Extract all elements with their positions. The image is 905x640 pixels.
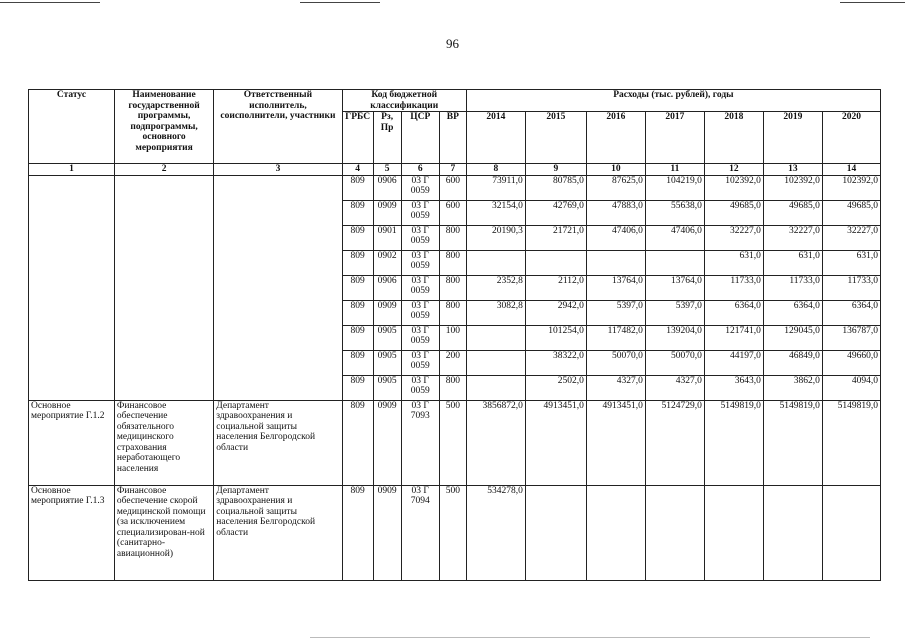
grbs-cell: 809 [342, 400, 373, 485]
table-row [29, 300, 881, 325]
header-year: 2020 [822, 112, 880, 164]
csr-cell: 03 Г 0059 [401, 350, 439, 375]
expense-cell: 534278,0 [466, 485, 525, 580]
table-row [29, 250, 881, 275]
rzpr-cell: 0902 [373, 250, 401, 275]
expense-cell: 49685,0 [822, 200, 880, 225]
table-row [29, 200, 881, 225]
name-cell: Финансовое обеспечение скорой медицинской помощи (за исключением специализирован-ной (санитарно-авиационной) [114, 485, 213, 580]
rzpr-cell: 0906 [373, 175, 401, 200]
name-cell [114, 350, 213, 375]
expense-cell: 44197,0 [704, 350, 763, 375]
csr-cell: 03 Г 7094 [401, 485, 439, 580]
responsible-cell: Департамент здравоохранения и социальной защиты населения Белгородской области [214, 400, 342, 485]
expense-cell: 73911,0 [466, 175, 525, 200]
expense-cell: 87625,0 [586, 175, 645, 200]
expense-cell: 4913451,0 [525, 400, 586, 485]
header-vr: ВР [439, 112, 466, 164]
rzpr-cell: 0909 [373, 485, 401, 580]
expense-cell: 20190,3 [466, 225, 525, 250]
expense-cell: 47883,0 [586, 200, 645, 225]
expense-cell: 4094,0 [822, 375, 880, 400]
expense-cell: 46849,0 [763, 350, 822, 375]
table-row [29, 375, 881, 400]
name-cell [114, 300, 213, 325]
responsible-cell: Департамент здравоохранения и социальной защиты населения Белгородской области [214, 485, 342, 580]
column-number: 1 [29, 164, 115, 176]
grbs-cell: 809 [342, 375, 373, 400]
name-cell [114, 325, 213, 350]
rzpr-cell: 0909 [373, 400, 401, 485]
expense-cell: 2942,0 [525, 300, 586, 325]
expense-cell: 136787,0 [822, 325, 880, 350]
name-cell [114, 375, 213, 400]
status-cell: Основное мероприятие Г.1.3 [29, 485, 115, 580]
expense-cell: 32227,0 [822, 225, 880, 250]
status-cell [29, 375, 115, 400]
column-number: 7 [439, 164, 466, 176]
header-year: 2015 [525, 112, 586, 164]
name-cell [114, 225, 213, 250]
activity-row [29, 485, 881, 580]
status-cell [29, 350, 115, 375]
expense-cell: 121741,0 [704, 325, 763, 350]
budget-table [28, 89, 881, 581]
table-row [29, 275, 881, 300]
expense-cell: 11733,0 [822, 275, 880, 300]
expense-cell: 2352,8 [466, 275, 525, 300]
scan-artifact-line [840, 2, 905, 3]
expense-cell: 32227,0 [704, 225, 763, 250]
expense-cell: 13764,0 [586, 275, 645, 300]
rzpr-cell: 0906 [373, 275, 401, 300]
table-row [29, 325, 881, 350]
header-year: 2016 [586, 112, 645, 164]
vr-cell: 500 [439, 485, 466, 580]
responsible-cell [214, 275, 342, 300]
grbs-cell: 809 [342, 350, 373, 375]
expense-cell: 102392,0 [704, 175, 763, 200]
expense-cell: 4913451,0 [586, 400, 645, 485]
header-grbs: ГРБС [342, 112, 373, 164]
expense-cell [466, 350, 525, 375]
column-number: 5 [373, 164, 401, 176]
header-budget-code: Код бюджетной классификации [342, 90, 466, 112]
expense-cell: 47406,0 [645, 225, 704, 250]
expense-cell: 4327,0 [586, 375, 645, 400]
expense-cell: 32154,0 [466, 200, 525, 225]
name-cell [114, 200, 213, 225]
rzpr-cell: 0909 [373, 200, 401, 225]
expense-cell: 49660,0 [822, 350, 880, 375]
expense-cell: 5149819,0 [763, 400, 822, 485]
expense-cell: 6364,0 [704, 300, 763, 325]
expense-cell [586, 250, 645, 275]
grbs-cell: 809 [342, 250, 373, 275]
expense-cell [822, 485, 880, 580]
expense-cell: 5397,0 [586, 300, 645, 325]
status-cell [29, 275, 115, 300]
expense-cell: 13764,0 [645, 275, 704, 300]
column-number: 13 [763, 164, 822, 176]
csr-cell: 03 Г 0059 [401, 225, 439, 250]
activity-row [29, 400, 881, 485]
column-number: 14 [822, 164, 880, 176]
rzpr-cell: 0909 [373, 300, 401, 325]
expense-cell: 631,0 [822, 250, 880, 275]
vr-cell: 800 [439, 225, 466, 250]
expense-cell [645, 485, 704, 580]
rzpr-cell: 0901 [373, 225, 401, 250]
name-cell: Финансовое обеспечение обязательного медицинского страхования неработающего населения [114, 400, 213, 485]
status-cell: Основное мероприятие Г.1.2 [29, 400, 115, 485]
expense-cell: 49685,0 [763, 200, 822, 225]
expense-cell: 6364,0 [763, 300, 822, 325]
scan-artifact-line [310, 637, 870, 638]
status-cell [29, 325, 115, 350]
csr-cell: 03 Г 0059 [401, 200, 439, 225]
csr-cell: 03 Г 0059 [401, 175, 439, 200]
header-responsible: Ответственный исполнитель, соисполнители, участники [214, 90, 342, 164]
rzpr-cell: 0905 [373, 325, 401, 350]
expense-cell: 631,0 [704, 250, 763, 275]
responsible-cell [214, 175, 342, 200]
header-year: 2018 [704, 112, 763, 164]
expense-cell: 80785,0 [525, 175, 586, 200]
expense-cell: 5149819,0 [704, 400, 763, 485]
column-number-row [29, 164, 881, 176]
expense-cell: 3082,8 [466, 300, 525, 325]
expense-cell: 2502,0 [525, 375, 586, 400]
csr-cell: 03 Г 7093 [401, 400, 439, 485]
table-row [29, 350, 881, 375]
expense-cell: 50070,0 [586, 350, 645, 375]
name-cell [114, 250, 213, 275]
expense-cell: 101254,0 [525, 325, 586, 350]
status-cell [29, 200, 115, 225]
table-row [29, 225, 881, 250]
grbs-cell: 809 [342, 325, 373, 350]
vr-cell: 600 [439, 200, 466, 225]
vr-cell: 800 [439, 275, 466, 300]
expense-cell: 11733,0 [763, 275, 822, 300]
header-name: Наименование государственной программы, подпрограммы, основного мероприятия [114, 90, 213, 164]
header-year: 2019 [763, 112, 822, 164]
table-row [29, 175, 881, 200]
responsible-cell [214, 225, 342, 250]
expense-cell: 5149819,0 [822, 400, 880, 485]
expense-cell [586, 485, 645, 580]
vr-cell: 800 [439, 375, 466, 400]
expense-cell [466, 325, 525, 350]
page-number: 96 [446, 36, 459, 51]
vr-cell: 100 [439, 325, 466, 350]
column-number: 4 [342, 164, 373, 176]
grbs-cell: 809 [342, 300, 373, 325]
rzpr-cell: 0905 [373, 375, 401, 400]
csr-cell: 03 Г 0059 [401, 275, 439, 300]
expense-cell: 38322,0 [525, 350, 586, 375]
grbs-cell: 809 [342, 225, 373, 250]
expense-cell [525, 485, 586, 580]
vr-cell: 600 [439, 175, 466, 200]
expense-cell [466, 375, 525, 400]
vr-cell: 200 [439, 350, 466, 375]
status-cell [29, 300, 115, 325]
expense-cell [763, 485, 822, 580]
expense-cell [466, 250, 525, 275]
expense-cell [525, 250, 586, 275]
column-number: 10 [586, 164, 645, 176]
status-cell [29, 225, 115, 250]
header-row [29, 90, 881, 112]
expense-cell: 104219,0 [645, 175, 704, 200]
expense-cell: 49685,0 [704, 200, 763, 225]
grbs-cell: 809 [342, 175, 373, 200]
expense-cell: 47406,0 [586, 225, 645, 250]
name-cell [114, 275, 213, 300]
column-number: 6 [401, 164, 439, 176]
expense-cell: 102392,0 [763, 175, 822, 200]
expense-cell: 55638,0 [645, 200, 704, 225]
responsible-cell [214, 200, 342, 225]
csr-cell: 03 Г 0059 [401, 325, 439, 350]
csr-cell: 03 Г 0059 [401, 250, 439, 275]
rzpr-cell: 0905 [373, 350, 401, 375]
responsible-cell [214, 250, 342, 275]
responsible-cell [214, 350, 342, 375]
status-cell [29, 250, 115, 275]
expense-cell: 3643,0 [704, 375, 763, 400]
header-year: 2014 [466, 112, 525, 164]
expense-cell: 102392,0 [822, 175, 880, 200]
expense-cell: 5124729,0 [645, 400, 704, 485]
name-cell [114, 175, 213, 200]
header-expenses: Расходы (тыс. рублей), годы [466, 90, 880, 112]
expense-cell: 6364,0 [822, 300, 880, 325]
grbs-cell: 809 [342, 200, 373, 225]
grbs-cell: 809 [342, 275, 373, 300]
column-number: 8 [466, 164, 525, 176]
column-number: 12 [704, 164, 763, 176]
vr-cell: 800 [439, 300, 466, 325]
scan-artifact-line [300, 2, 380, 3]
grbs-cell: 809 [342, 485, 373, 580]
header-year: 2017 [645, 112, 704, 164]
expense-cell: 2112,0 [525, 275, 586, 300]
expense-cell: 32227,0 [763, 225, 822, 250]
expense-cell: 21721,0 [525, 225, 586, 250]
expense-cell: 11733,0 [704, 275, 763, 300]
expense-cell [704, 485, 763, 580]
csr-cell: 03 Г 0059 [401, 300, 439, 325]
expense-cell: 50070,0 [645, 350, 704, 375]
responsible-cell [214, 300, 342, 325]
vr-cell: 800 [439, 250, 466, 275]
header-csr: ЦСР [401, 112, 439, 164]
column-number: 11 [645, 164, 704, 176]
header-rzpr: Рз, Пр [373, 112, 401, 164]
expense-cell: 129045,0 [763, 325, 822, 350]
header-status: Статус [29, 90, 115, 164]
status-cell [29, 175, 115, 200]
scan-artifact-line [0, 2, 100, 3]
expense-cell [645, 250, 704, 275]
expense-cell: 3856872,0 [466, 400, 525, 485]
expense-cell: 5397,0 [645, 300, 704, 325]
expense-cell: 631,0 [763, 250, 822, 275]
expense-cell: 3862,0 [763, 375, 822, 400]
expense-cell: 4327,0 [645, 375, 704, 400]
column-number: 2 [114, 164, 213, 176]
vr-cell: 500 [439, 400, 466, 485]
expense-cell: 117482,0 [586, 325, 645, 350]
responsible-cell [214, 325, 342, 350]
column-number: 9 [525, 164, 586, 176]
expense-cell: 139204,0 [645, 325, 704, 350]
column-number: 3 [214, 164, 342, 176]
csr-cell: 03 Г 0059 [401, 375, 439, 400]
expense-cell: 42769,0 [525, 200, 586, 225]
responsible-cell [214, 375, 342, 400]
